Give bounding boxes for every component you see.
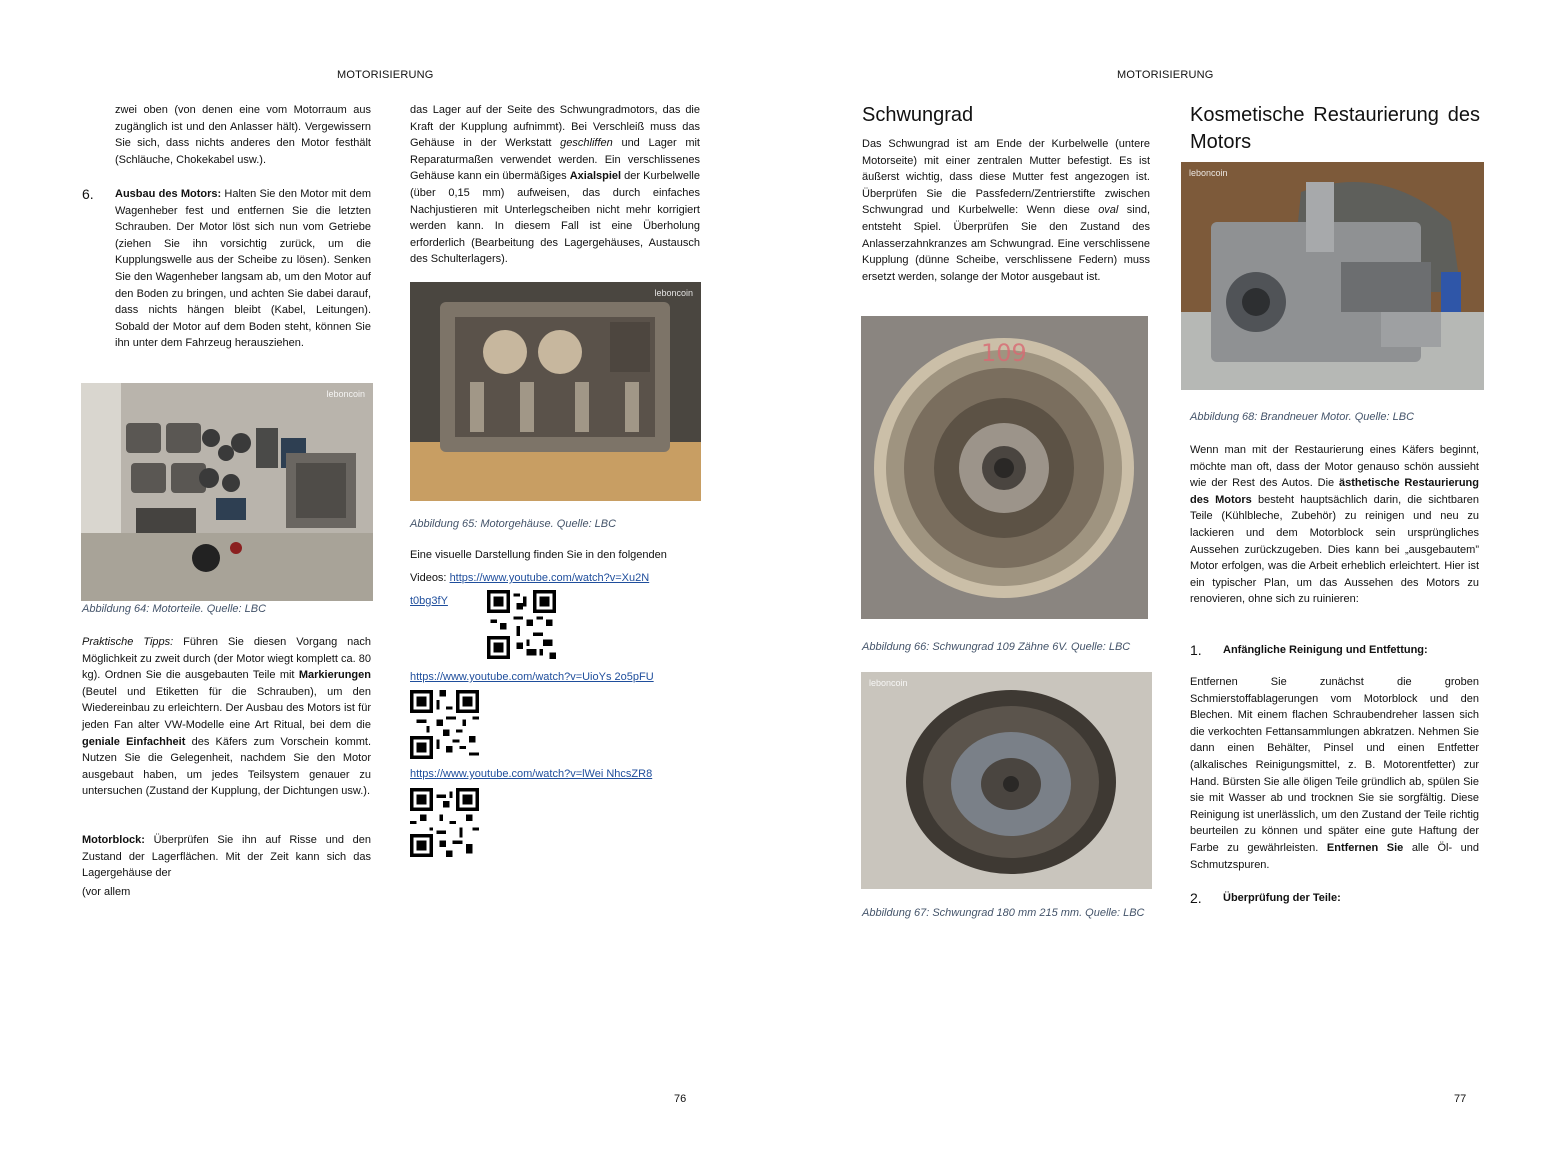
- videos-label: Videos:: [410, 572, 450, 584]
- flywheel-illustration: [861, 316, 1148, 619]
- right-page: [780, 0, 1560, 1170]
- watermark: leboncoin: [654, 288, 693, 298]
- step-1-paragraph: [1190, 674, 1479, 873]
- motorblock-tail: (vor allem: [82, 886, 131, 898]
- page-number: 76: [674, 1093, 687, 1105]
- engine-parts-illustration: [81, 383, 373, 601]
- page-number: 77: [1454, 1093, 1467, 1105]
- step-1-bold: Entfernen Sie: [1326, 841, 1404, 854]
- bearing-bold: Axialspiel: [569, 170, 622, 183]
- bearing-text: der Kurbelwelle (über 0,15 mm) aufweisen, das durch einfaches Nachjustieren mit Unterlegscheiben nicht mehr korrigiert werden kann. In diesem Fall ist eine Überholung erforderlich (Bearbeitung des Lagergehäuses, Austausch des Schulterlagers).: [410, 170, 700, 266]
- schwungrad-text: Das Schwungrad ist am Ende der Kurbelwelle (untere Motorseite) mit einer zentralen Mutter befestigt. Es ist äußerst wichtig, dass diese Mutter fest angezogen ist. Überprüfen Sie die Passfedern/Zentrierstifte zwischen Schwungrad und Kurbelwelle: Wenn diese: [862, 138, 1150, 217]
- figure-66-caption: Abbildung 66: Schwungrad 109 Zähne 6V. Quelle: LBC: [862, 641, 1131, 653]
- motorblock-text: Überprüfen Sie ihn auf Risse und den Zustand der Lagerflächen. Mit der Zeit kann sich das Lagergehäuse der: [82, 834, 371, 880]
- figure-64-engine-parts-photo: [81, 383, 373, 601]
- section-heading-schwungrad: Schwungrad: [862, 104, 974, 126]
- qr-code-2[interactable]: [410, 690, 479, 759]
- step-6-text: Halten Sie den Motor mit dem Wagenheber fest und entfernen Sie die letzten Schrauben. Der Motor löst sich nun vom Getriebe (ziehen Sie ihn vorsichtig zurück, um die Kupplungswelle aus der Scheibe zu lösen). Senken Sie den Wagenheber langsam ab, um den Motor auf den Boden zu bringen, und achten Sie dabei darauf, dass nichts hängen bleibt (Kabel, Leitungen). Sobald der Motor auf dem Boden steht, können Sie ihn unter dem Fahrzeug herausziehen.: [115, 188, 371, 350]
- watermark: leboncoin: [1189, 168, 1228, 178]
- tips-text: Führen Sie diesen Vorgang nach Möglichkeit zu zweit durch (der Motor wiegt komplett ca. 80 kg). Ordnen Sie die ausgebauten Teile mit: [82, 636, 371, 682]
- schwungrad-text: sind, entsteht Spiel. Überprüfen Sie den Zustand des Anlasserzahnkranzes am Schwungrad. Eine verschlissene Kupplung (dünne Scheibe, verschlissene Federn) muss ersetzt werden, solange der Motor ausgebaut ist.: [862, 204, 1150, 283]
- running-header: MOTORISIERUNG: [1117, 69, 1214, 81]
- left-column-1: [115, 102, 371, 168]
- tips-text: des Käfers zum Vorschein kommt. Nutzen Sie die Gelegenheit, nachdem Sie den Motor ausgebaut haben, um jedes Teilsystem genauer zu untersuchen (Zustand der Kupplung, der Dichtungen usw.).: [82, 735, 372, 798]
- tips-bold: geniale Einfachheit: [82, 735, 186, 748]
- schwungrad-paragraph: [862, 136, 1150, 285]
- engine-case-illustration: [410, 282, 701, 501]
- video-link-2[interactable]: https://www.youtube.com/watch?v=UioYs 2o5pFU: [410, 671, 654, 683]
- schwungrad-italic: oval: [1098, 204, 1119, 217]
- figure-67-flywheel-photo: [861, 672, 1152, 889]
- watermark: leboncoin: [869, 678, 908, 688]
- video-link-3[interactable]: https://www.youtube.com/watch?v=lWei NhcsZR8: [410, 768, 653, 780]
- continued-paragraph: zwei oben (von denen eine vom Motorraum aus zugänglich ist und den Anlasser hält). Vergewissern Sie sich, dass nichts anderes den Motor festhält (Schläuche, Chokekabel usw.).: [115, 104, 371, 166]
- motorblock-label: Motorblock:: [82, 834, 145, 846]
- new-engine-illustration: [1181, 162, 1484, 390]
- restoration-intro-paragraph: [1190, 442, 1479, 608]
- videos-line: [410, 572, 649, 584]
- figure-64-caption: Abbildung 64: Motorteile. Quelle: LBC: [82, 603, 267, 615]
- step-1-text: Entfernen Sie zunächst die groben Schmierstoffablagerungen vom Motorblock und den Blechen. Mit einem flachen Schraubendreher lassen sich die verkochten Fettansammlungen abkratzen. Nehmen Sie dann einen Behälter, Pinsel und einen Entfetter (alkalisches Reinigungsmittel, z. B. Motorentfetter) zur Hand. Bürsten Sie alle öligen Teile gründlich ab, spülen Sie sie mit Wasser ab und trocknen Sie sie sorgfältig. Diese Reinigung ist unerlässlich, um den Zustand der Teile richtig beurteilen zu können und später eine gute Haftung der Farbe zu gewährleisten.: [1190, 676, 1479, 854]
- bearing-text: das Lager auf der Seite des Schwungradmotors, das die Kraft der Kupplung aufnimmt). Bei Verschleiß muss das Gehäuse in der Werkstatt: [410, 104, 700, 150]
- left-column-2: [410, 102, 700, 268]
- figure-68-new-engine-photo: [1181, 162, 1484, 390]
- figure-66-flywheel-photo: [861, 316, 1148, 619]
- intro-text: besteht hauptsächlich darin, die sichtbaren Teile (Kühlbleche, Zubehör) zu reinigen und neu zu lackieren und dem Motorblock sein ursprüngliches Aussehen zurückzugeben. Dies kann bei „ausgebautem” Motor erfolgen, was die Arbeit erheblich erleichtert. Hier ist ein typischer Plan, um das Aussehen des Motors zu renovieren, ohne sich zu ruinieren:: [1190, 493, 1479, 606]
- step-2-title: Überprüfung der Teile:: [1223, 892, 1341, 904]
- watermark: leboncoin: [326, 389, 365, 399]
- step-1-text: alle Öl- und Schmutzspuren.: [1190, 841, 1480, 871]
- figure-65-engine-case-photo: [410, 282, 701, 501]
- videos-intro: Eine visuelle Darstellung finden Sie in den folgenden: [410, 549, 667, 561]
- flywheel-ground-illustration: [861, 672, 1152, 889]
- qr-code-1[interactable]: [487, 590, 556, 659]
- video-link-1-continued[interactable]: t0bg3fY: [410, 595, 448, 607]
- figure-65-caption: Abbildung 65: Motorgehäuse. Quelle: LBC: [410, 518, 617, 530]
- step-6-title: Ausbau des Motors:: [115, 188, 222, 200]
- figure-68-caption: Abbildung 68: Brandneuer Motor. Quelle: LBC: [1190, 411, 1415, 423]
- flywheel-marking: 109: [981, 339, 1027, 367]
- qr-code-graphic: [410, 690, 479, 759]
- tips-label: Praktische Tipps:: [82, 636, 174, 648]
- video-link-1[interactable]: https://www.youtube.com/watch?v=Xu2N: [449, 572, 650, 584]
- step-6-paragraph: [115, 186, 371, 352]
- qr-code-graphic: [410, 788, 479, 857]
- tips-paragraph: [82, 634, 371, 800]
- tips-bold: Markierungen: [298, 669, 371, 682]
- tips-text: (Beutel und Etiketten für die Schrauben), um den Wiedereinbau zu erleichtern. Der Ausbau des Motors ist für jeden Fan alter VW-Modelle eine Art Ritual, bei dem die: [82, 685, 371, 731]
- bearing-text: und Lager mit Reparaturmaßen verwendet werden. Ein verschlissenes Gehäuse kann ein übermäßiges: [410, 137, 700, 183]
- step-1-number: 1.: [1190, 642, 1202, 658]
- intro-bold: ästhetische Restaurierung des Motors: [1190, 477, 1479, 506]
- qr-code-3[interactable]: [410, 788, 479, 857]
- step-1-title: Anfängliche Reinigung und Entfettung:: [1223, 644, 1428, 656]
- step-6-number: 6.: [82, 186, 94, 202]
- intro-text: Wenn man mit der Restaurierung eines Käfers beginnt, möchte man oft, dass der Motor genauso schön aussieht wie der Rest des Autos. Die: [1190, 444, 1479, 490]
- bearing-italic: geschliffen: [560, 137, 613, 150]
- motorblock-paragraph: [82, 832, 371, 882]
- qr-code-graphic: [487, 590, 556, 659]
- step-2-number: 2.: [1190, 890, 1202, 906]
- running-header: MOTORISIERUNG: [337, 69, 434, 81]
- section-heading-kosmetische-restaurierung: Kosmetische Restaurierung des Motors: [1190, 104, 1480, 153]
- figure-67-caption: Abbildung 67: Schwungrad 180 mm 215 mm. Quelle: LBC: [862, 907, 1145, 919]
